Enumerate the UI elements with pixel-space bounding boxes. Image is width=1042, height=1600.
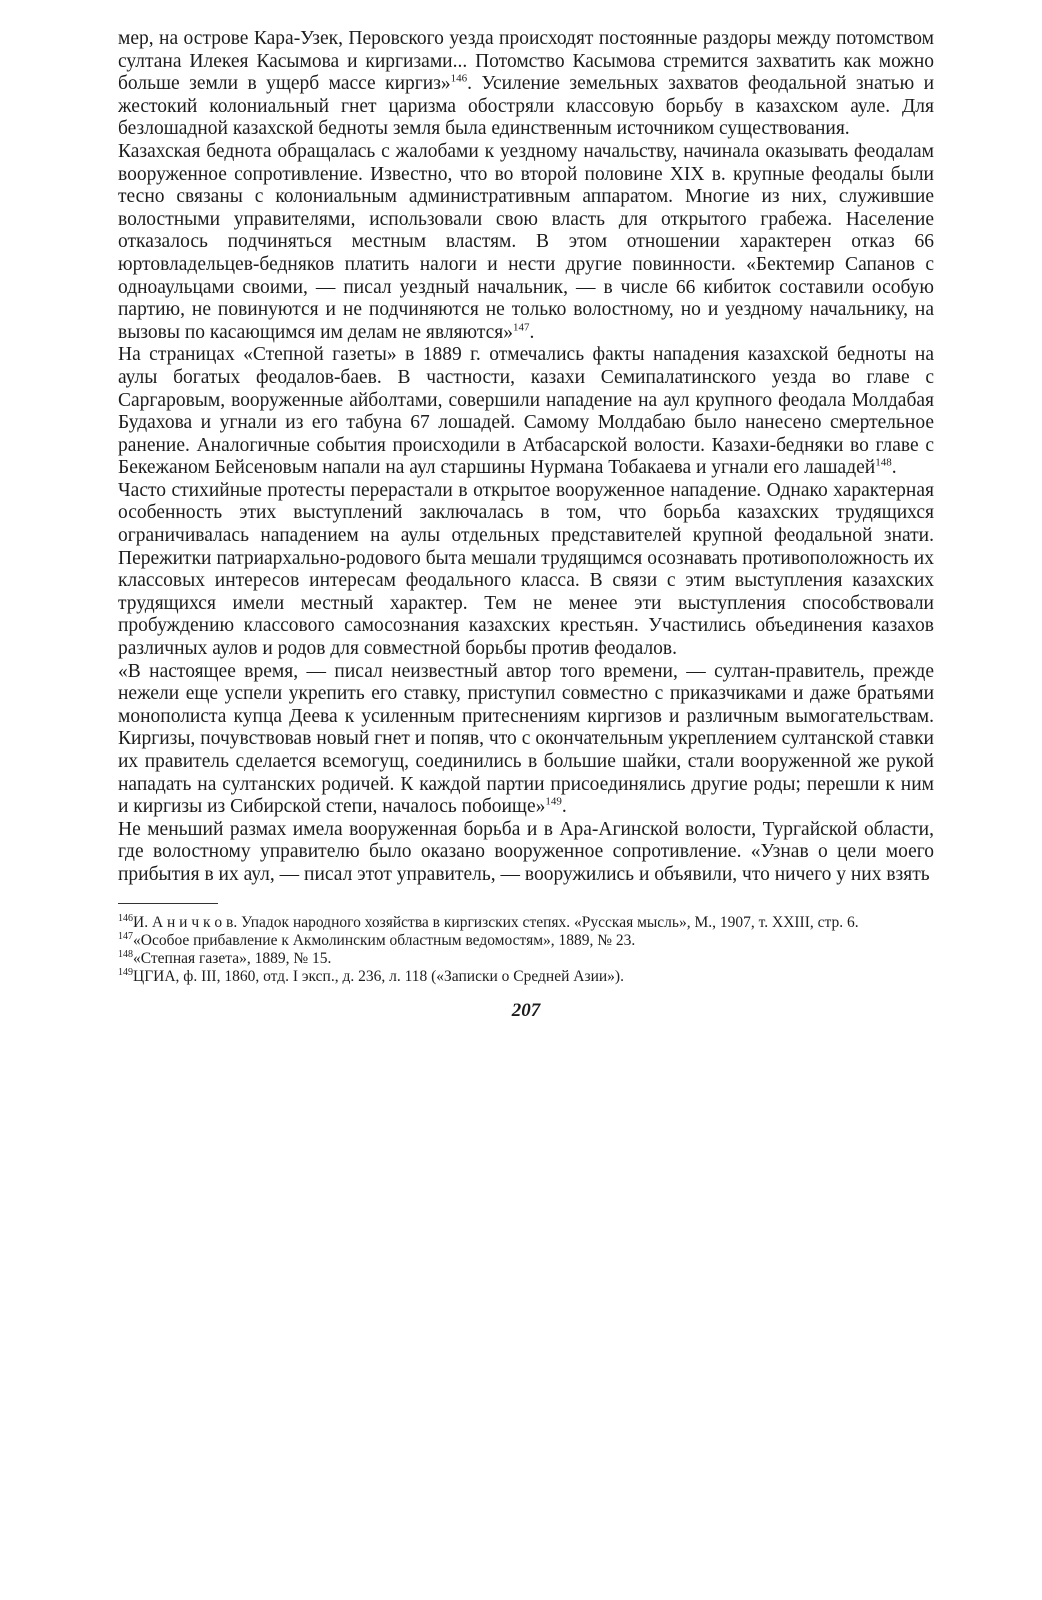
footnote-divider: [118, 903, 218, 904]
paragraph-1-continuation: . Усиление земельных захватов феодальной знатью и жестокий колониальный гнет царизма обостряли классовую борьбу в казахском ауле. Для безлошадной казахской бедноты земля была единственным источником существования.: [118, 73, 935, 140]
paragraph-6: [118, 819, 934, 887]
paragraph-3: На страницах «Степной газеты» в 1889 г. отмечались факты нападения казахской бедноты на аулы богатых феодалов-баев. В частности, казахи Семипалатинского уезда во главе с Саргаровым, вооруженные айболтами, совершили нападение на аул крупного феодала Молдабая Будахова и угнали из его табуна 67 лошадей. Самому Молдабаю было нанесено смертельное ранение. Аналогичные события происходили в Атбасарской волости. Казахи-бедняки во главе с Бекежаном Бейсеновым напали на аул старшины Нурмана Тобакаева и угнали его лашадей$^{148}$.: [118, 344, 934, 479]
paragraph-2: Казахская беднота обращалась с жалобами к уездному начальству, начинала оказывать феодалам вооруженное сопротивление. Известно, что во второй половине XIX в. крупные феодалы были тесно связаны с колониальным административным аппаратом. Многие из них, служившие волостными управителями, использовали свою власть для открытого грабежа. Население отказалось подчиняться местным властям. В этом отношении характерен отказ 66 юртовладельцев-бедняков платить налоги и нести другие повинности. «Бектемир Сапанов с одноаульцами своими, — писал уездный начальник, — в числе 66 кибиток составили особую партию, не повинуются и не подчиняются не только волостному, но и уездному начальнику, на вызовы по касающимся им делам не являются»$^{147}$.: [118, 140, 934, 343]
paragraph-1: [118, 28, 934, 141]
footnote-text: «Степная газета», 1889, № 15.: [133, 949, 332, 967]
footnote-text: И. А н и ч к о в. Упадок народного хозяйства в киргизских степях. «Русская мысль», М., 1907, т. XXIII, стр. 6.: [133, 913, 859, 931]
footnote-number: 146: [118, 912, 133, 924]
footnote-ref-147[interactable]: 147: [513, 321, 530, 334]
footnote-148: [118, 950, 934, 968]
footnote-147: [118, 932, 934, 950]
footnote-ref-146[interactable]: 146: [450, 72, 468, 85]
footnote-149: [118, 968, 934, 986]
paragraph-2-text: Казахская беднота обращалась с жалобами к уездному начальству, начинала оказывать феодалам вооруженное сопротивление. Известно, что во второй половине XIX в. крупные феодалы были тесно связаны с колониальным административным аппаратом. Многие из них, служившие волостными управителями, использовали свою власть для открытого грабежа. Население отказалось подчиняться местным властям. В этом отношении характерен отказ 66 юртовладельцев-бедняков платить налоги и нести другие повинности. «Бектемир Сапанов с одноаульцами своими, — писал уездный начальник, — в числе 66 кибиток составили особую партию, не повинуются и не подчиняются не только волостному, но и уездному начальнику, на вызовы по касающимся им делам не являются»: [118, 140, 934, 343]
footnotes: [118, 914, 934, 986]
footnote-ref-148[interactable]: 148: [875, 456, 892, 469]
paragraph-5-text: «В настоящее время, — писал неизвестный автор того времени, — султан-правитель, прежде нежели еще успели укрепить его ставку, приступил совместно с приказчиками и даже братьями монополиста купца Деева к усиленным притеснениям киргизов и различным вымогательствам. Киргизы, почувствовав новый гнет и попяв, что с окончательным укреплением султанской ставки их правитель сделается всемогущ, соединились в большие шайки, стали вооруженной же рукой нападать на султанских родичей. К каждой партии присоединялись другие роды; перешли к ним и киргизы из Сибирской степи, началось побоище»: [118, 660, 934, 818]
paragraph-3-text: На страницах «Степной газеты» в 1889 г. отмечались факты нападения казахской бедноты на аулы богатых феодалов-баев. В частности, казахи Семипалатинского уезда во главе с Саргаровым, вооруженные айболтами, совершили нападение на аул крупного феодала Молдабая Будахова и угнали из его табуна 67 лошадей. Самому Молдабаю было нанесено смертельное ранение. Аналогичные события происходили в Атбасарской волости. Казахи-бедняки во главе с Бекежаном Бейсеновым напали на аул старшины Нурмана Тобакаева и угнали его лашадей: [118, 344, 934, 479]
paragraph-4-text: Часто стихийные протесты перерастали в открытое вооруженное нападение. Однако характерная особенность этих выступлений заключалась в том, что борьба казахских трудящихся ограничивалась нападением на аулы отдельных представителей крупной феодальной знати. Пережитки патриархально-родового быта мешали трудящимся осознавать противоположность их классовых интересов интересам феодального класса. В связи с этим выступления казахских трудящихся имели местный характер. Тем не менее эти выступления способствовали пробуждению классового самосознания казахских крестьян. Участились объединения казахов различных аулов и родов для совместной борьбы против феодалов.: [118, 479, 934, 660]
footnote-146: [118, 914, 934, 932]
footnote-number: 149: [118, 966, 133, 978]
page-number: 207: [511, 999, 541, 1021]
page-body: [118, 28, 934, 1022]
footnote-text: ЦГИА, ф. III, 1860, отд. I эксп., д. 236, л. 118 («Записки о Средней Азии»).: [133, 967, 624, 985]
paragraph-1-text: мер, на острове Кара-Узек, Перовского уезда происходят постоянные раздоры между потомством султана Илекея Касымова и киргизами... Потомство Касымова стремится захватить как можно больше земли в ущерб массе киргиз»: [118, 28, 934, 95]
footnote-number: 148: [118, 948, 133, 960]
paragraph-5: «В настоящее время, — писал неизвестный автор того времени, — султан-правитель, прежде нежели еще успели укрепить его ставку, приступил совместно с приказчиками и даже братьями монополиста купца Деева к усиленным притеснениям киргизов и различным вымогательствам. Киргизы, почувствовав новый гнет и попяв, что с окончательным укреплением султанской ставки их правитель сделается всемогущ, соединились в большие шайки, стали вооруженной же рукой нападать на султанских родичей. К каждой партии присоединялись другие роды; перешли к ним и киргизы из Сибирской степи, началось побоище»$^{149}$.: [118, 660, 934, 818]
paragraph-6-text: Не меньший размах имела вооруженная борьба и в Ара-Агинской волости, Тургайской области, где волостному управителю было оказано вооруженное сопротивление. «Узнав о цели моего прибытия в их аул, — писал этот управитель, — вооружились и объявили, что ничего у них взять: [118, 818, 934, 885]
footnote-ref-149[interactable]: 149: [545, 795, 562, 808]
footnote-text: «Особое прибавление к Акмолинским областным ведомостям», 1889, № 23.: [133, 931, 636, 949]
footnote-number: 147: [118, 930, 133, 942]
paragraph-4: [118, 480, 934, 661]
